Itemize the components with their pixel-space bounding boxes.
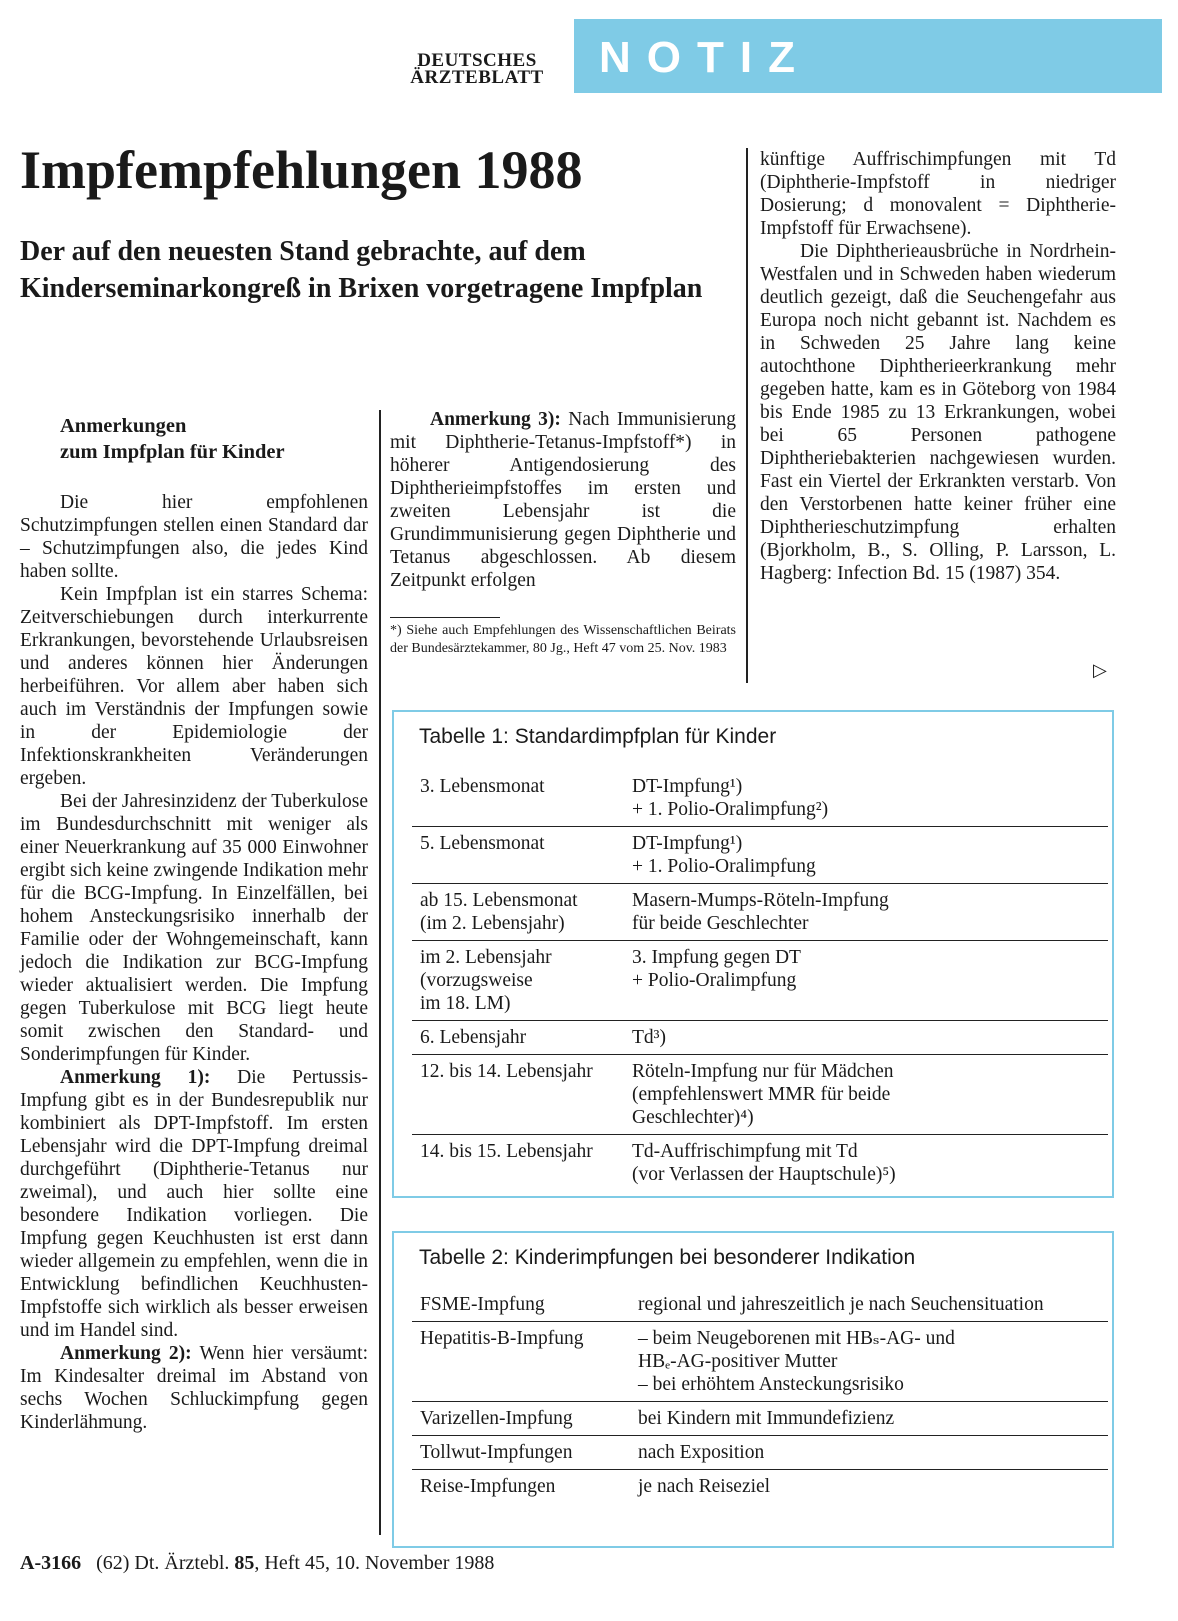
notes-heading-line1: Anmerkungen: [60, 415, 187, 437]
masthead: [392, 52, 562, 86]
column-1: [20, 413, 368, 1434]
vaccination-cell: Tollwut-Impfungen: [420, 1442, 573, 1463]
note-2-label: Anmerkung 2):: [60, 1343, 192, 1364]
notes-heading: [60, 413, 368, 465]
note-1-label: Anmerkung 1):: [60, 1067, 211, 1088]
table-row: [412, 941, 1108, 1021]
indication-cell: regional und jahreszeitlich je nach Seuchensituation: [638, 1294, 1044, 1315]
article-subtitle: Der auf den neuesten Stand gebrachte, auf dem Kinderseminarkongreß in Brixen vorgetragene Impfplan: [20, 236, 703, 304]
page-footer: [20, 1552, 494, 1575]
column-divider: [746, 148, 748, 683]
table-row: [412, 827, 1108, 884]
table-row: [412, 1021, 1108, 1055]
table-1-caption: Tabelle 1: Standardimpfplan für Kinder: [419, 725, 777, 748]
note-3: [390, 408, 736, 592]
column-divider: [379, 410, 381, 1535]
indication-cell: – beim Neugeborenen mit HBₛ-AG- und HBₑ-AG-positiver Mutter – bei erhöhtem Ansteckungsrisiko: [638, 1328, 955, 1395]
issue-date: , Heft 45, 10. November 1988: [254, 1552, 495, 1574]
vaccination-cell: Reise-Impfungen: [420, 1476, 556, 1497]
table-row: [412, 1288, 1108, 1322]
table-1-box: [392, 710, 1114, 1198]
volume-number: 85: [234, 1552, 255, 1574]
table-row: [412, 1470, 1108, 1503]
age-cell: 5. Lebensmonat: [420, 833, 545, 854]
note-2: [20, 1342, 368, 1434]
age-cell: im 2. Lebensjahr (vorzugsweise im 18. LM): [420, 947, 552, 1014]
table-row: [412, 1055, 1108, 1135]
notes-heading-line2: zum Impfplan für Kinder: [60, 441, 285, 463]
vaccine-cell: Td³): [632, 1027, 667, 1048]
vaccine-cell: Röteln-Impfung nur für Mädchen (empfehlenswert MMR für beide Geschlechter)⁴): [632, 1061, 894, 1128]
continue-arrow-icon: ▷: [1093, 660, 1107, 681]
column-3: [760, 148, 1116, 585]
age-cell: 14. bis 15. Lebensjahr: [420, 1141, 593, 1162]
age-cell: 12. bis 14. Lebensjahr: [420, 1061, 593, 1082]
table-row: [412, 1322, 1108, 1402]
vaccination-cell: Hepatitis-B-Impfung: [420, 1328, 584, 1349]
note-1-text: Die Pertussis-Impfung gibt es in der Bundesrepublik nur kombiniert als DPT-Impfstoff. Im ersten Lebensjahr wird die DPT-Impfung dreimal durchgeführt (Diphtherie-Tetanus nur zweimal), und auch hier sollte eine besondere Indikation vorliegen. Die Impfung gegen Keuchhusten ist erst dann wieder allgemein zu empfehlen, wenn die in Entwicklung befindlichen Keuchhusten-Impfstoffe sich wirklich als besser erweisen und im Handel sind.: [20, 1067, 368, 1341]
paragraph: Bei der Jahresinzidenz der Tuberkulose im Bundesdurchschnitt mit weniger als einer Neuerkrankung auf 35 000 Einwohner ergibt sich keine zwingende Indikation mehr für die BCG-Impfung. In Einzelfällen, bei hohem Ansteckungsrisiko innerhalb der Familie oder der Wohngemeinschaft, kann jedoch die Indikation zur BCG-Impfung wieder aktualisiert werden. Die Impfung gegen Tuberkulose mit BCG liegt heute somit zwischen den Standard- und Sonderimpfungen für Kinder.: [20, 791, 368, 1065]
note-3-text: Nach Immunisierung mit Diphtherie-Tetanus-Impfstoff*) in höherer Antigendosierung des Diphtherieimpfstoffes im ersten und zweiten Lebensjahr ist die Grundimmunisierung gegen Diphtherie und Tetanus abgeschlossen. Ab diesem Zeitpunkt erfolgen: [390, 409, 736, 591]
section-banner: [574, 19, 1162, 93]
section-label: NOTIZ: [599, 33, 811, 82]
article-title: Impfempfehlungen 1988: [20, 140, 583, 200]
masthead-line1: DEUTSCHES: [417, 50, 537, 71]
indication-cell: bei Kindern mit Immundefizienz: [638, 1408, 895, 1429]
footnote-rule: [390, 617, 500, 618]
vaccine-cell: Td-Auffrischimpfung mit Td (vor Verlassen der Hauptschule)⁵): [632, 1141, 896, 1185]
footnote: *) Siehe auch Empfehlungen des Wissenschaftlichen Beirats der Bundesärztekammer, 80 Jg., Heft 47 vom 25. Nov. 1983: [390, 623, 736, 656]
vaccine-cell: Masern-Mumps-Röteln-Impfung für beide Geschlechter: [632, 890, 889, 934]
table-2: [412, 1288, 1108, 1503]
table-row: [412, 1402, 1108, 1436]
table-row: [412, 770, 1108, 827]
indication-cell: nach Exposition: [638, 1442, 765, 1463]
vaccine-cell: DT-Impfung¹) + 1. Polio-Oralimpfung²): [632, 776, 829, 820]
age-cell: 6. Lebensjahr: [420, 1027, 527, 1048]
page-code: A-3166: [20, 1552, 82, 1574]
masthead-line2: ÄRZTEBLATT: [410, 67, 544, 88]
note-1: [20, 1066, 368, 1342]
vaccination-cell: FSME-Impfung: [420, 1294, 545, 1315]
age-cell: 3. Lebensmonat: [420, 776, 545, 797]
table-2-caption: Tabelle 2: Kinderimpfungen bei besonderer Indikation: [419, 1246, 916, 1269]
paragraph: Die hier empfohlenen Schutzimpfungen stellen einen Standard dar – Schutzimpfungen also, die jedes Kind haben sollte.: [20, 492, 368, 582]
table-row: [412, 1436, 1108, 1470]
age-cell: ab 15. Lebensmonat (im 2. Lebensjahr): [420, 890, 578, 934]
table-row: [412, 1135, 1108, 1191]
paragraph: künftige Auffrischimpfungen mit Td (Diphtherie-Impfstoff in niedriger Dosierung; d monovalent = Diphtherie-Impfstoff für Erwachsene).: [760, 149, 1116, 239]
paragraph: Kein Impfplan ist ein starres Schema: Zeitverschiebungen durch interkurrente Erkrankungen, bevorstehende Urlaubsreisen und anderes können hier Änderungen herbeiführen. Vor allem aber haben sich auch im Verständnis der Impfungen sowie in der Epidemiologie der Infektionskrankheiten Veränderungen ergeben.: [20, 584, 368, 789]
vaccine-cell: 3. Impfung gegen DT + Polio-Oralimpfung: [632, 947, 801, 991]
vaccine-cell: DT-Impfung¹) + 1. Polio-Oralimpfung: [632, 833, 816, 877]
vaccination-cell: Varizellen-Impfung: [420, 1408, 573, 1429]
table-row: [412, 884, 1108, 941]
journal-ref: (62) Dt. Ärztebl.: [96, 1552, 230, 1574]
column-2: [390, 408, 736, 592]
table-2-box: [392, 1231, 1114, 1548]
table-1: [412, 770, 1108, 1191]
indication-cell: je nach Reiseziel: [638, 1476, 771, 1497]
note-2-text: Wenn hier versäumt: Im Kindesalter dreimal im Abstand von sechs Wochen Schluckimpfung gegen Kinderlähmung.: [20, 1343, 368, 1433]
note-3-label: Anmerkung 3):: [430, 409, 561, 430]
paragraph: Die Diphtherieausbrüche in Nordrhein-Westfalen und in Schweden haben wiederum deutlich gezeigt, daß die Seuchengefahr aus Europa noch nicht gebannt ist. Nachdem es in Schweden 25 Jahre lang keine autochthone Diphtherieerkrankung mehr gegeben hatte, kam es in Göteborg von 1984 bis Ende 1985 zu 13 Erkrankungen, wobei bei 65 Personen pathogene Diphtheriebakterien nachgewiesen wurden. Fast ein Viertel der Erkrankten verstarb. Von den Verstorbenen hatte keiner früher eine Diphtherieschutzimpfung erhalten (Bjorkholm, B., S. Olling, P. Larsson, L. Hagberg: Infection Bd. 15 (1987) 354.: [760, 241, 1116, 584]
